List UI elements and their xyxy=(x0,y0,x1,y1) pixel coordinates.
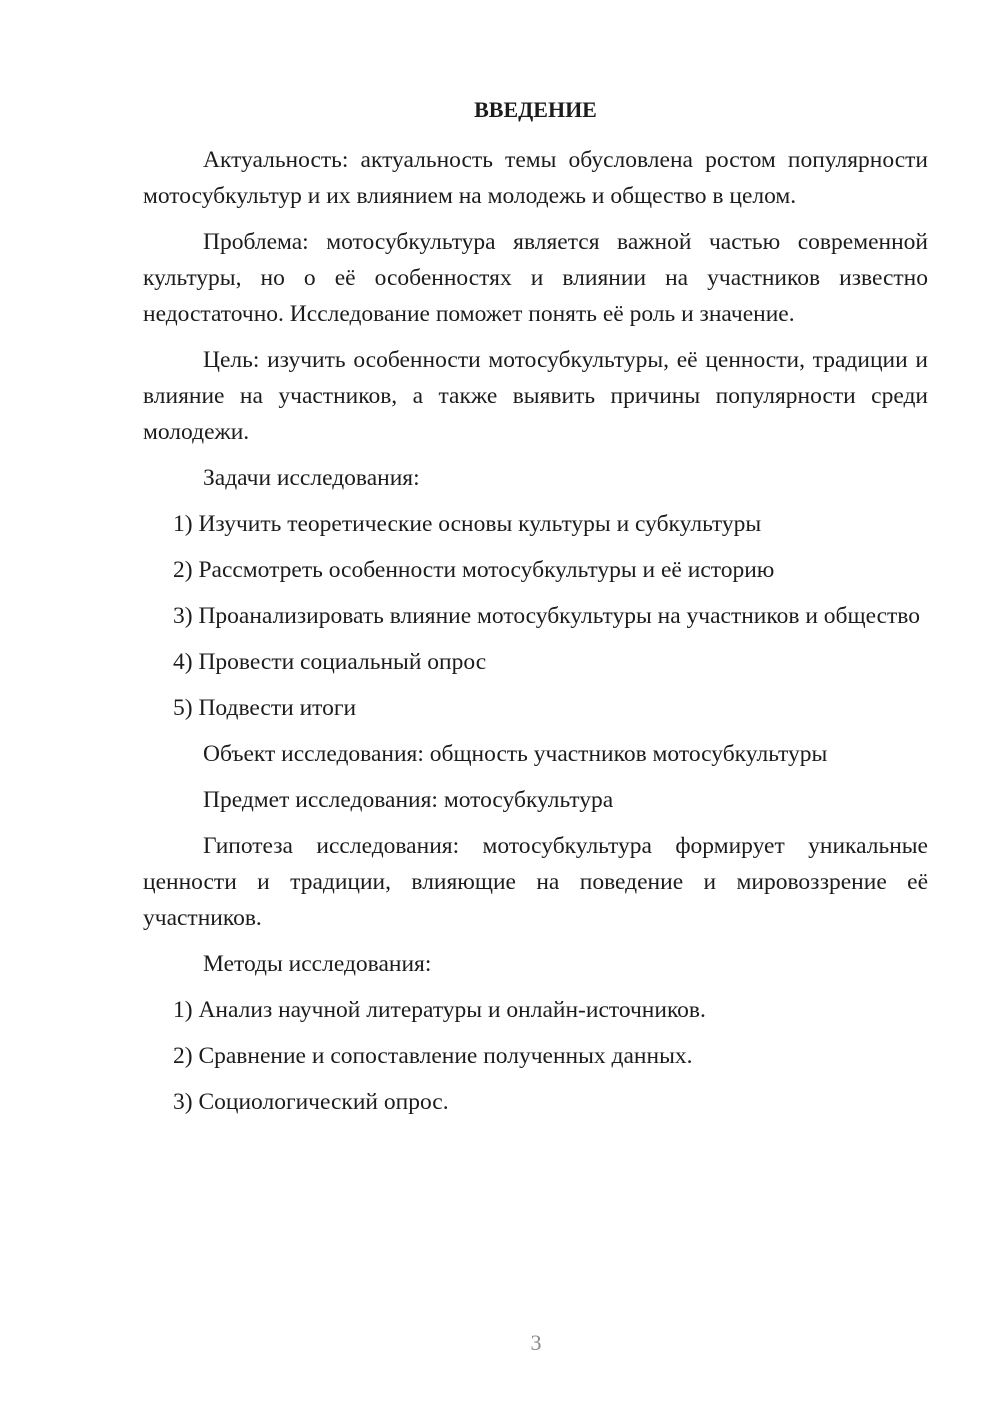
object-paragraph: Объект исследования: общность участников мотосубкультуры xyxy=(203,741,828,767)
problem-paragraph: Проблема: мотосубкультура является важной частью современной культуры, но о её особенностях и влиянии на участников известно недостаточно. Исследование поможет понять её роль и значение. xyxy=(143,229,928,327)
task-item: 2) Рассмотреть особенности мотосубкультуры и её историю xyxy=(173,557,775,583)
page-number: 3 xyxy=(530,1330,542,1355)
hypothesis-paragraph: Гипотеза исследования: мотосубкультура формирует уникальные ценности и традиции, влияющие на поведение и мировоззрение её участников. xyxy=(143,833,928,931)
task-item: 5) Подвести итоги xyxy=(173,695,357,721)
task-item: 3) Проанализировать влияние мотосубкультуры на участников и общество xyxy=(173,603,920,629)
task-item: 4) Провести социальный опрос xyxy=(173,649,487,675)
goal-paragraph: Цель: изучить особенности мотосубкультуры, её ценности, традиции и влияние на участников, а также выявить причины популярности среди молодежи. xyxy=(143,347,928,445)
methods-heading: Методы исследования: xyxy=(203,951,432,977)
method-item: 1) Анализ научной литературы и онлайн-источников. xyxy=(173,997,706,1023)
relevance-paragraph: Актуальность: актуальность темы обусловлена ростом популярности мотосубкультур и их влиянием на молодежь и общество в целом. xyxy=(143,147,928,209)
subject-paragraph: Предмет исследования: мотосубкультура xyxy=(203,787,614,813)
document-body xyxy=(143,92,928,1130)
tasks-heading: Задачи исследования: xyxy=(203,465,420,491)
task-item: 1) Изучить теоретические основы культуры и субкультуры xyxy=(173,511,762,537)
section-title: ВВЕДЕНИЕ xyxy=(474,97,597,122)
method-item: 2) Сравнение и сопоставление полученных данных. xyxy=(173,1043,693,1069)
method-item: 3) Социологический опрос. xyxy=(173,1089,449,1115)
